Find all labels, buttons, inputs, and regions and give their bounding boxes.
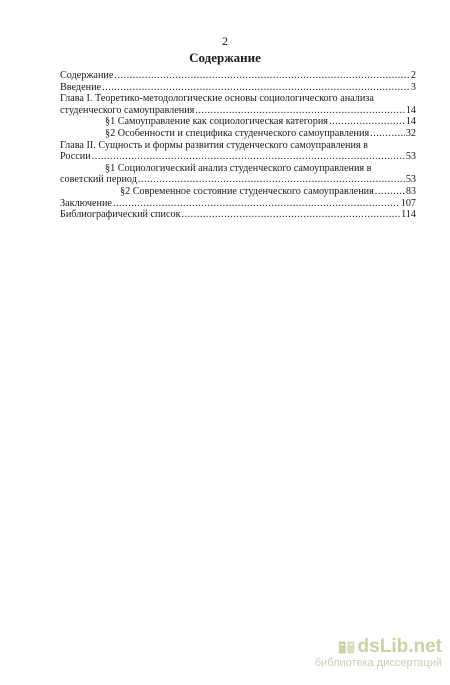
table-of-contents xyxy=(60,70,416,221)
toc-entry[interactable] xyxy=(60,70,416,82)
toc-leader-dots xyxy=(114,70,410,82)
toc-leader-dots xyxy=(113,198,400,210)
toc-leader-dots xyxy=(182,209,401,221)
toc-entry-page: 114 xyxy=(401,209,416,221)
toc-entry-title-line[interactable]: §1 Социологический анализ студенческого самоуправления в xyxy=(105,162,372,174)
toc-entry[interactable] xyxy=(60,82,416,94)
toc-leader-dots xyxy=(195,105,405,117)
toc-entry-title: §2 Особенности и специфика студенческого самоуправления xyxy=(105,127,370,139)
toc-entry-title: §2 Современное состояние студенческого самоуправления xyxy=(120,185,374,197)
toc-leader-dots xyxy=(138,174,405,186)
book-icon xyxy=(338,639,355,656)
toc-entry-page: 32 xyxy=(405,127,416,139)
toc-entry-page: 53 xyxy=(405,174,416,186)
toc-entry-title: советский период xyxy=(60,174,137,186)
toc-entry-page: 53 xyxy=(405,151,416,163)
toc-entry[interactable] xyxy=(60,151,416,163)
toc-leader-dots xyxy=(92,151,405,163)
toc-leader-dots xyxy=(370,128,405,140)
toc-entry[interactable] xyxy=(60,198,416,210)
watermark-logo xyxy=(282,636,442,658)
toc-entry-title-line[interactable]: Глава I. Теоретико-методологические основы социологического анализа xyxy=(60,93,374,105)
toc-entry[interactable] xyxy=(60,209,416,221)
toc-entry-title: России xyxy=(60,151,91,163)
toc-entry-page: 3 xyxy=(410,81,416,93)
toc-leader-dots xyxy=(329,116,405,128)
toc-entry-page: 83 xyxy=(405,185,416,197)
toc-entry-title: Заключение xyxy=(60,197,112,209)
toc-entry-page: 14 xyxy=(405,116,416,128)
watermark-logo-text: dsLib.net xyxy=(357,636,442,657)
toc-entry-title-line[interactable]: Глава II. Сущность и формы развития студенческого самоуправления в xyxy=(60,139,368,151)
toc-entry-title: Библиографический список xyxy=(60,209,181,221)
page-number: 2 xyxy=(222,34,228,48)
toc-entry-page: 14 xyxy=(405,104,416,116)
toc-entry[interactable] xyxy=(60,105,416,117)
page-title: Содержание xyxy=(189,50,261,65)
toc-entry[interactable] xyxy=(60,116,416,128)
toc-entry[interactable] xyxy=(60,128,416,140)
toc-entry-page: 107 xyxy=(400,197,416,209)
toc-entry[interactable] xyxy=(60,174,416,186)
toc-entry-title: §1 Самоуправление как социологическая категория xyxy=(105,116,328,128)
toc-leader-dots xyxy=(102,82,410,94)
watermark-subtitle: библиотека диссертаций xyxy=(314,657,442,669)
toc-entry-title: Содержание xyxy=(60,70,114,81)
toc-entry-page: 2 xyxy=(410,70,416,81)
toc-leader-dots xyxy=(375,186,405,198)
toc-entry[interactable] xyxy=(60,186,416,198)
toc-entry-title: Введение xyxy=(60,81,102,93)
watermark xyxy=(282,636,442,669)
toc-entry-title: студенческого самоуправления xyxy=(60,104,195,116)
